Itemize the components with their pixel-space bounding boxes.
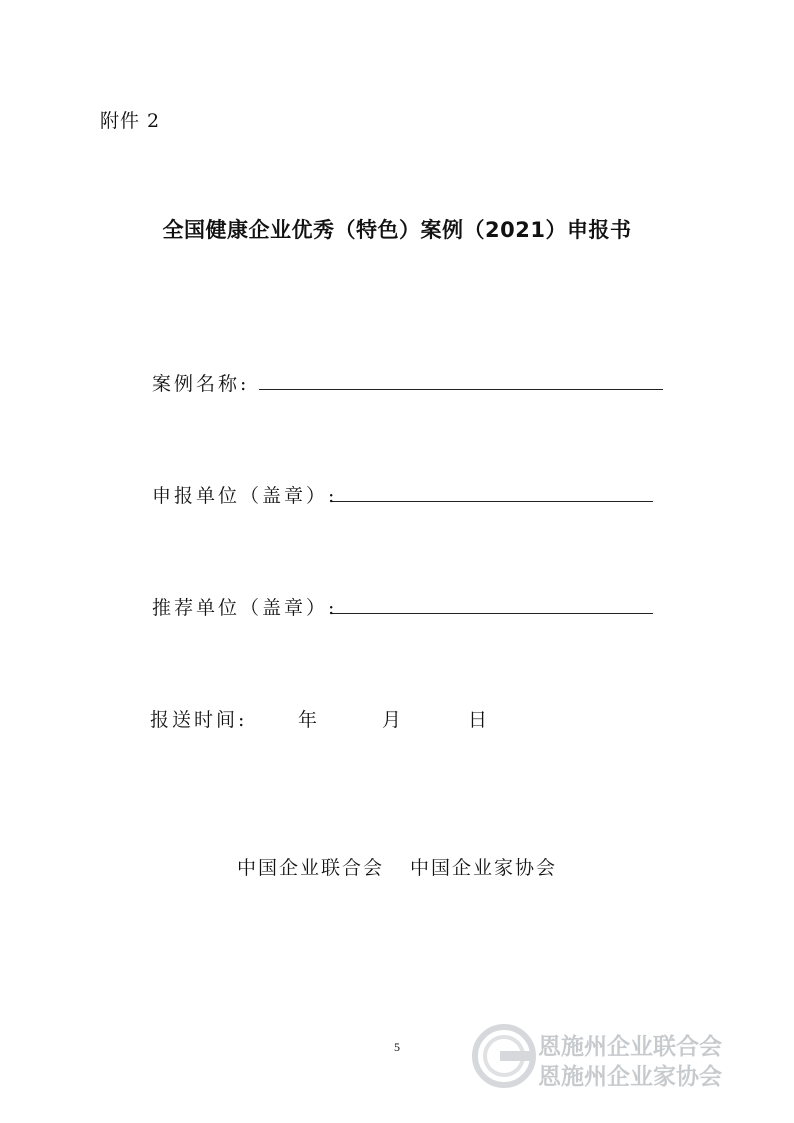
recommending-unit-field-line — [332, 613, 653, 614]
date-month-unit: 月 — [382, 709, 402, 731]
watermark-logo-icon — [470, 1022, 538, 1090]
applicant-unit-field-line — [332, 501, 653, 502]
organizer-1: 中国企业联合会 — [236, 857, 384, 879]
organizers-line — [0, 853, 794, 880]
watermark-text-line2: 恩施州企业家协会 — [538, 1064, 722, 1090]
recommending-unit-label: 推荐单位（盖章）: — [152, 597, 338, 619]
submission-date-label: 报送时间: — [150, 709, 248, 731]
applicant-unit-label: 申报单位（盖章）: — [152, 485, 338, 507]
document-title: 全国健康企业优秀（特色）案例（2021）申报书 — [162, 218, 632, 242]
date-year-unit: 年 — [298, 709, 318, 731]
organizer-2: 中国企业家协会 — [410, 857, 558, 879]
page-number: 5 — [394, 1040, 400, 1054]
date-day-unit: 日 — [468, 709, 488, 731]
watermark-text-line1: 恩施州企业联合会 — [538, 1034, 722, 1060]
watermark — [470, 1022, 790, 1092]
case-name-field-line — [259, 389, 663, 390]
attachment-label: 附件 2 — [100, 110, 161, 132]
case-name-label: 案例名称: — [152, 373, 250, 395]
